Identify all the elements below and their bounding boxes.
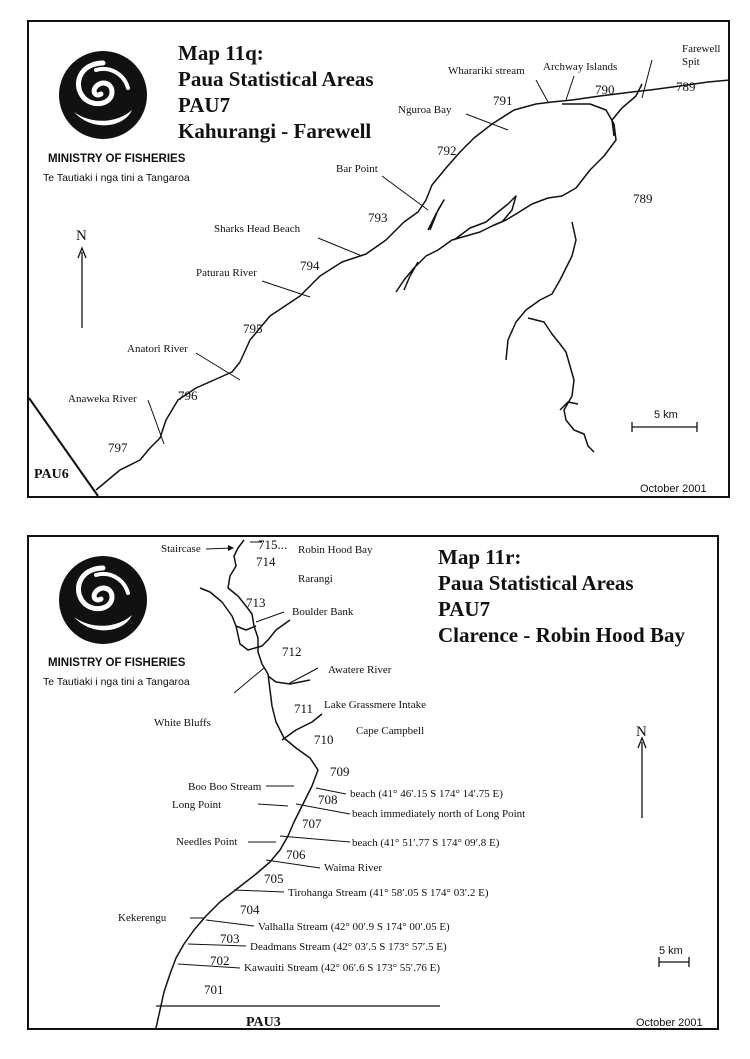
north-label-r: N (636, 724, 647, 740)
ministry-name-q: MINISTRY OF FISHERIES (48, 153, 186, 165)
area-795: 795 (243, 321, 263, 336)
scale-label-r: 5 km (659, 945, 683, 957)
place-beach-north: beach immediately north of Long Point (352, 808, 526, 820)
area-709: 709 (330, 764, 350, 779)
map-q-subtitle: Paua Statistical Areas (178, 67, 374, 91)
place-awatere: Awatere River (328, 664, 392, 676)
boulder-bank (200, 588, 290, 650)
area-790: 790 (595, 82, 615, 97)
ministry-tagline-q: Te Tautiaki i nga tini a Tangaroa (43, 172, 190, 184)
place-waima: Waima River (324, 862, 383, 874)
map-q-area: PAU7 (178, 93, 231, 117)
area-789b: 789 (633, 191, 653, 206)
north-arrow-r (638, 738, 646, 818)
ministry-tagline-r: Te Tautiaki i nga tini a Tangaroa (43, 676, 190, 688)
area-711: 711 (294, 701, 314, 716)
area-710: 710 (314, 732, 334, 747)
place-farewell-spit-2: Spit (682, 56, 700, 68)
place-sharks-head: Sharks Head Beach (214, 223, 301, 235)
area-705: 705 (264, 871, 284, 886)
map-r-area: PAU7 (438, 597, 491, 621)
map-r-subtitle: Paua Statistical Areas (438, 571, 634, 595)
map-q-region: Kahurangi - Farewell (178, 119, 372, 143)
area-706: 706 (286, 847, 306, 862)
area-796: 796 (178, 388, 198, 403)
area-793: 793 (368, 210, 388, 225)
place-beach1: beach (41° 46′.15 S 174° 14′.75 E) (350, 788, 503, 800)
area-792: 792 (437, 143, 457, 158)
map-q-title: Map 11q: (178, 41, 264, 65)
scale-label-q: 5 km (654, 409, 678, 421)
area-707: 707 (302, 816, 322, 831)
date-q: October 2001 (640, 483, 707, 495)
place-needles: Needles Point (176, 836, 238, 848)
area-791: 791 (493, 93, 513, 108)
place-boo-boo: Boo Boo Stream (188, 781, 262, 793)
place-deadmans: Deadmans Stream (42° 03′.5 S 173° 57′.5 E) (250, 941, 447, 953)
place-anaweka: Anaweka River (68, 393, 137, 405)
area-714: 714 (256, 554, 276, 569)
place-farewell-spit-1: Farewell (682, 43, 721, 55)
area-708: 708 (318, 792, 338, 807)
neighbour-pau3: PAU3 (246, 1015, 281, 1030)
place-nguroa: Nguroa Bay (398, 104, 452, 116)
place-tirohanga: Tirohanga Stream (41° 58′.05 S 174° 03′.2 E) (288, 887, 489, 899)
place-valhalla: Valhalla Stream (42° 00′.9 S 174° 00′.05 E) (258, 921, 450, 933)
place-wharariki: Wharariki stream (448, 65, 525, 77)
area-702: 702 (210, 953, 230, 968)
neighbour-pau6: PAU6 (34, 467, 69, 482)
place-anatori: Anatori River (127, 343, 188, 355)
place-kawauiti: Kawauiti Stream (42° 06′.6 S 173° 55′.76 E) (244, 962, 441, 974)
place-rarangi: Rarangi (298, 573, 333, 585)
ministry-name-r: MINISTRY OF FISHERIES (48, 657, 186, 669)
place-kekerengu: Kekerengu (118, 912, 167, 924)
area-715: 715... (258, 537, 288, 552)
place-bar-point: Bar Point (336, 163, 378, 175)
scale-bar-r (659, 957, 689, 967)
area-794: 794 (300, 258, 320, 273)
area-713: 713 (246, 595, 266, 610)
place-boulder-bank: Boulder Bank (292, 606, 354, 618)
north-label-q: N (76, 228, 87, 244)
place-archway: Archway Islands (543, 61, 618, 73)
place-staircase: Staircase (161, 543, 201, 555)
date-r: October 2001 (636, 1017, 703, 1029)
place-grassmere: Lake Grassmere Intake (324, 699, 427, 711)
map-r-title: Map 11r: (438, 545, 522, 569)
area-703: 703 (220, 931, 240, 946)
place-beach2: beach (41° 51′.77 S 174° 09′.8 E) (352, 837, 500, 849)
area-789a: 789 (676, 79, 696, 94)
ministry-logo-r (59, 556, 147, 644)
area-704: 704 (240, 902, 260, 917)
place-robin-hood: Robin Hood Bay (298, 544, 373, 556)
place-paturau: Paturau River (196, 267, 257, 279)
area-712: 712 (282, 644, 302, 659)
area-797: 797 (108, 440, 128, 455)
place-long-point: Long Point (172, 799, 222, 811)
place-white-bluffs: White Bluffs (154, 717, 211, 729)
map-r-region: Clarence - Robin Hood Bay (438, 623, 685, 647)
awatere (268, 676, 310, 684)
place-cape-campbell: Cape Campbell (356, 725, 425, 737)
area-701: 701 (204, 982, 224, 997)
